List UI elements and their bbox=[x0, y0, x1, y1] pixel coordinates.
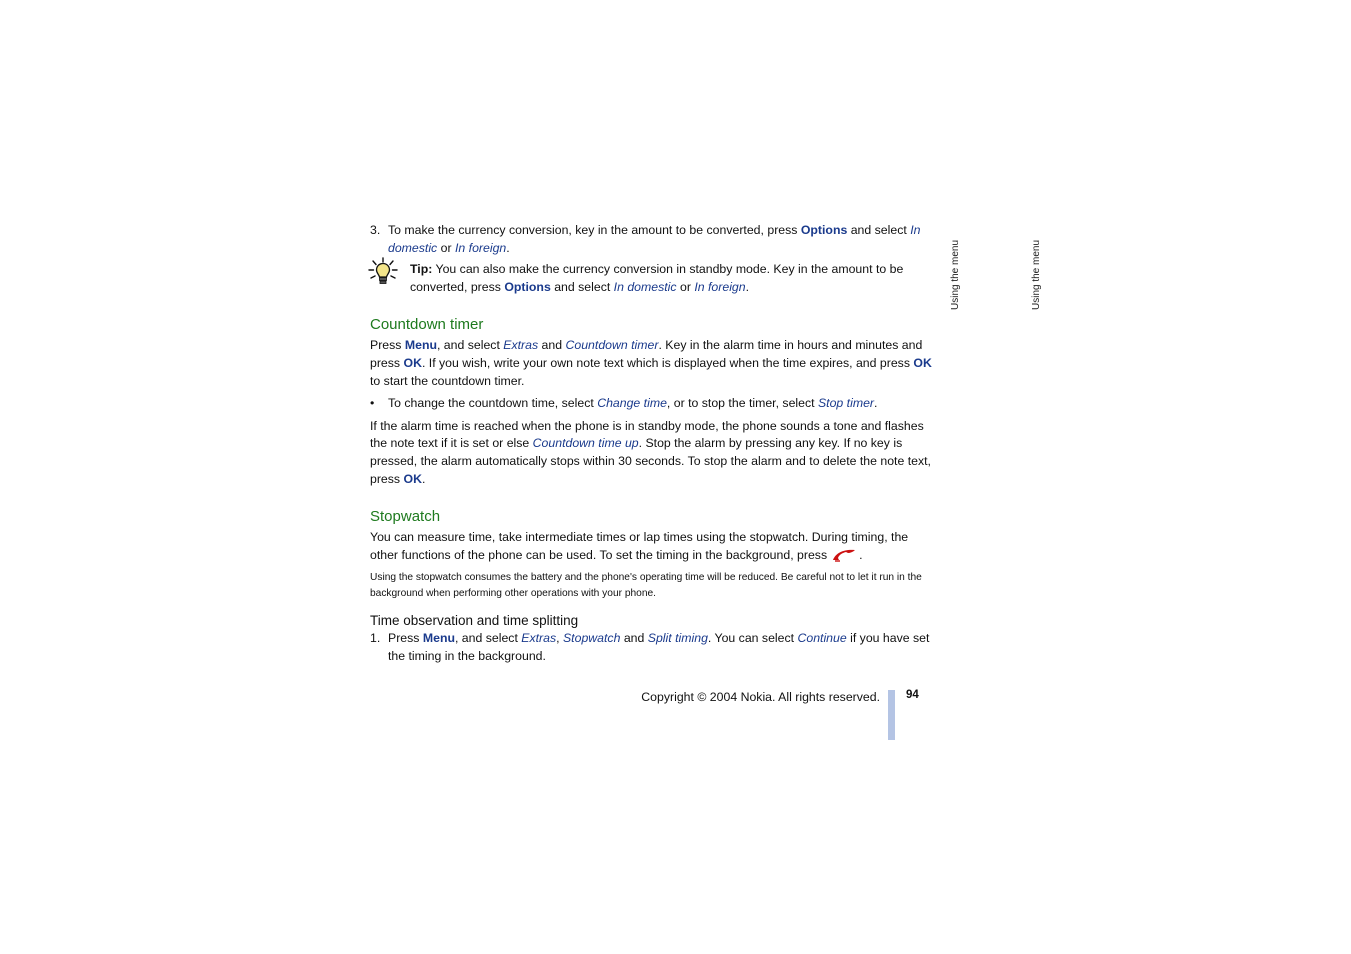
options-key: Options bbox=[504, 279, 551, 294]
step-number: 3. bbox=[370, 223, 381, 237]
stopwatch-note: Using the stopwatch consumes the battery and the phone's operating time will be reduced. Be careful not to let it run in the background when performing other operations with your phone. bbox=[370, 572, 922, 600]
in-foreign-option: In foreign bbox=[694, 279, 746, 294]
countdown-timer-heading: Countdown timer bbox=[370, 316, 484, 334]
ok-key: OK bbox=[403, 471, 422, 486]
page-number: 94 bbox=[906, 689, 919, 701]
ok-key: OK bbox=[403, 355, 422, 370]
countdown-timer-option: Countdown timer bbox=[565, 338, 659, 353]
tip-label: Tip: bbox=[410, 262, 433, 277]
countdown-bullet: • To change the countdown time, select Change time, or to stop the timer, select Stop timer. bbox=[370, 395, 938, 413]
step-number: 1. bbox=[370, 631, 381, 646]
countdown-alarm-paragraph: If the alarm time is reached when the phone is in standby mode, the phone sounds a tone and flashes the note text if it is set or else Countdown time up. Stop the alarm by pressing any key. If no key is pressed, the alarm automatically stops within 30 seconds. To stop the alarm and to delete the note text, press OK. bbox=[370, 418, 931, 486]
in-foreign-option: In foreign bbox=[455, 240, 507, 255]
copyright-footer: Copyright © 2004 Nokia. All rights reserved. bbox=[641, 690, 880, 704]
split-timing-option: Split timing bbox=[647, 631, 708, 646]
change-time-option: Change time bbox=[597, 396, 667, 411]
tip-paragraph: Tip: You can also make the currency conversion in standby mode. Key in the amount to be converted, press Options and select In domestic or In foreign. bbox=[370, 261, 938, 296]
time-splitting-subheading: Time observation and time splitting bbox=[370, 613, 579, 629]
extras-option: Extras bbox=[503, 338, 539, 353]
menu-key: Menu bbox=[422, 631, 455, 646]
stopwatch-heading: Stopwatch bbox=[370, 508, 441, 526]
stopwatch-intro-paragraph: You can measure time, take intermediate times or lap times using the stopwatch. During timing, the other functions of the phone can be used. To set the timing in the background, press . bbox=[370, 530, 909, 562]
menu-key: Menu bbox=[404, 338, 437, 353]
in-domestic-option: In domestic bbox=[388, 223, 921, 255]
countdown-time-up-text: Countdown time up bbox=[532, 436, 639, 451]
page-content bbox=[370, 222, 938, 666]
step-3: 3. To make the currency conversion, key in the amount to be converted, press Options and select In domestic or In foreign. bbox=[370, 223, 921, 255]
options-key: Options bbox=[800, 223, 848, 237]
ok-key: OK bbox=[913, 355, 932, 370]
side-label-using-the-menu: Using the menu bbox=[950, 239, 961, 310]
step-1: 1. Press Menu, and select Extras, Stopwatch and Split timing. You can select Continue if you have set the timing in the background. bbox=[370, 631, 930, 663]
bullet-mark: • bbox=[370, 396, 375, 411]
lightbulb-icon bbox=[368, 257, 398, 287]
stop-timer-option: Stop timer bbox=[817, 396, 875, 411]
side-label-using-the-menu-2: Using the menu bbox=[1031, 239, 1042, 310]
stopwatch-option: Stopwatch bbox=[562, 631, 621, 646]
continue-option: Continue bbox=[797, 631, 847, 646]
page-marker-bar bbox=[888, 690, 895, 740]
countdown-intro-paragraph: Press Menu, and select Extras and Countdown timer. Key in the alarm time in hours and minutes and press OK. If you wish, write your own note text which is displayed when the time expires, and press OK to start the countdown timer. bbox=[370, 338, 932, 388]
in-domestic-option: In domestic bbox=[613, 279, 677, 294]
end-call-icon bbox=[831, 548, 857, 562]
extras-option: Extras bbox=[521, 631, 557, 646]
